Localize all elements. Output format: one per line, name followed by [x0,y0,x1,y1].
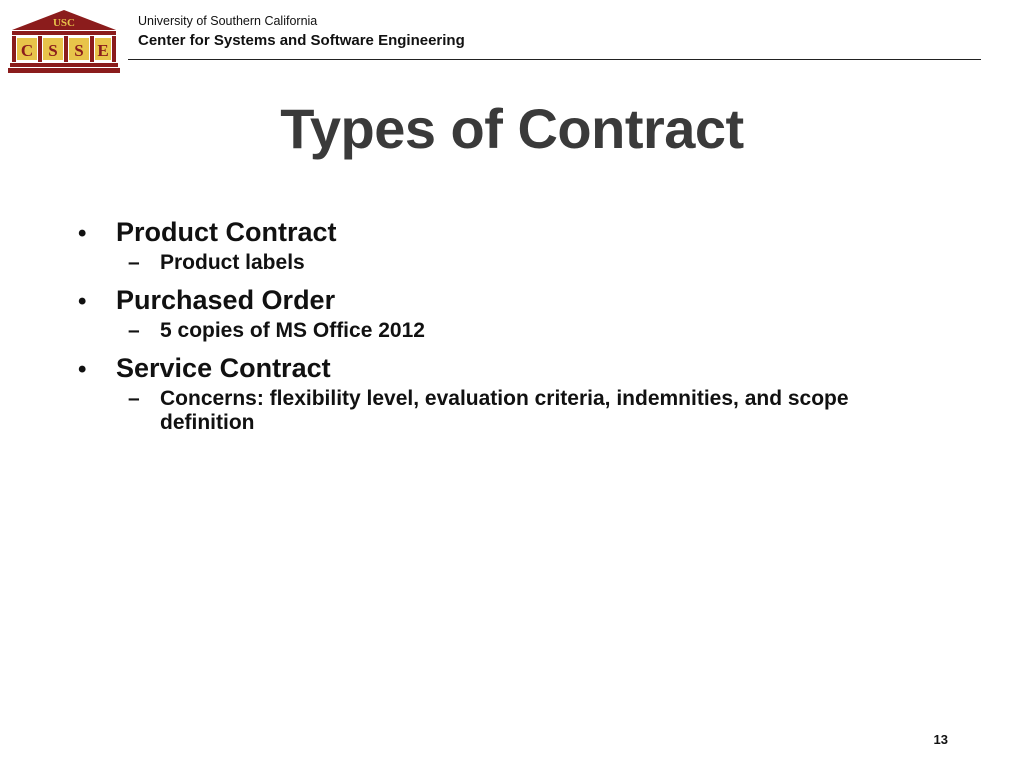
header-divider [128,59,981,60]
sub-bullet-marker: – [128,251,140,274]
bullet-marker: • [78,288,87,315]
bullet-text: Service Contract [116,353,331,383]
bullet-item-product-contract [78,216,958,275]
logo-letter-c: C [20,41,34,60]
bullet-list [78,216,958,444]
center-name: Center for Systems and Software Engineering [138,32,465,49]
logo-usc-text: USC [52,17,76,29]
bullet-marker: • [78,220,87,247]
bullet-text: Product Contract [116,217,337,247]
bullet-text: Purchased Order [116,285,336,315]
university-name: University of Southern California [138,14,318,28]
csse-logo [8,8,120,74]
sub-bullet-text: Product labels [160,251,305,274]
logo-letter-e: E [97,41,109,60]
usc-csse-building-logo [8,8,120,74]
logo-letter-s2: S [74,41,84,60]
sub-bullet-item [128,319,958,343]
sub-bullet-marker: – [128,319,140,342]
bullet-item-service-contract [78,352,958,435]
sub-bullet-marker: – [128,387,140,410]
slide-title: Types of Contract [280,97,744,160]
logo-letter-s1: S [48,41,58,60]
bullet-marker: • [78,356,87,383]
bullet-item-purchased-order [78,284,958,343]
sub-bullet-text: 5 copies of MS Office 2012 [160,319,425,342]
sub-bullet-text: Concerns: flexibility level, evaluation criteria, indemnities, and scope definition [160,387,849,434]
sub-bullet-item [128,387,958,435]
page-number: 13 [933,732,948,747]
sub-bullet-item [128,251,958,275]
